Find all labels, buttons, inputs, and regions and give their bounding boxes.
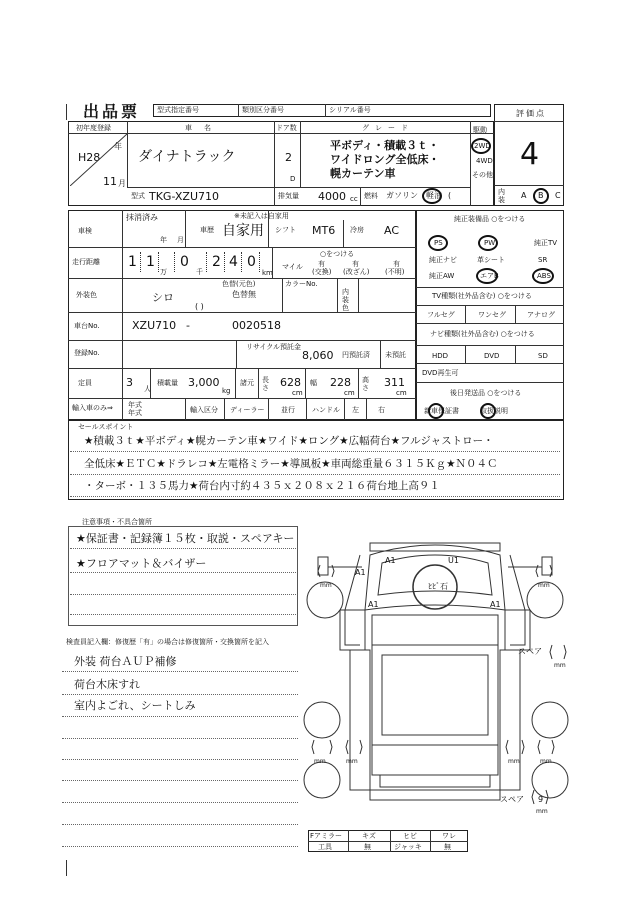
- docs-manual-circle: [480, 403, 496, 419]
- docs-title: 後日発送品 ○をつける: [450, 389, 522, 397]
- score-value: 4: [520, 137, 540, 172]
- mileage-km: km: [262, 269, 273, 277]
- serial-no-label: シリアル番号: [329, 106, 371, 114]
- fuel-paren: (: [448, 191, 452, 200]
- notes-label: 注意事項・不具合箇所: [82, 518, 152, 526]
- length-unit: cm: [292, 389, 303, 397]
- chassis-number: 0020518: [232, 319, 281, 332]
- tv-type-title: TV種類(社外品含む) ○をつける: [432, 292, 532, 300]
- equip-airbag: エアB: [480, 272, 499, 280]
- legend-crack: ヒビ: [403, 832, 417, 840]
- height-label: 高さ: [362, 376, 369, 392]
- ac-value: AC: [384, 224, 400, 237]
- import-model-year2: 年式: [128, 409, 142, 417]
- first-reg-month: 11: [103, 175, 117, 188]
- nav-sd: SD: [538, 352, 548, 360]
- legend-mirror: Fアミラー: [310, 832, 343, 840]
- inspector-line-2: 荷台木床すれ: [74, 678, 140, 691]
- import-label: 輸入車のみ⇒: [72, 404, 113, 412]
- docs-warranty: 新車保証書: [424, 407, 459, 415]
- inspector-label: 検査員記入欄：修復歴「有」の場合は修復箇所・交換箇所を記入: [66, 638, 269, 646]
- car-name-label: 車名: [185, 124, 223, 132]
- doors-label: ドア数: [276, 124, 297, 132]
- tire-mm-rl1: mm: [314, 758, 326, 765]
- tire-mm-fr: mm: [538, 582, 550, 589]
- notes-line-1: ★保証書・記録簿１５枚・取説・スペアキー: [76, 532, 295, 545]
- width-unit: cm: [344, 389, 355, 397]
- nav-dvd: DVD: [484, 352, 500, 360]
- recycle-unit: 円預託済: [342, 351, 370, 359]
- inspection-year: 年: [160, 236, 167, 244]
- nav-hdd: HDD: [432, 352, 449, 360]
- mileage-digit-4: 2: [212, 254, 221, 270]
- import-origin-label: 輸入区分: [190, 406, 218, 414]
- page-title: 出品票: [83, 102, 141, 121]
- inspector-line-1: 外装 荷台ＡＵＰ補修: [74, 655, 177, 668]
- damage-a1-front-left: A1: [385, 556, 396, 565]
- tire-mm-rl2: mm: [346, 758, 358, 765]
- equip-ps-circle: [428, 235, 448, 251]
- shift-label: シフト: [275, 226, 296, 234]
- equip-pw: PW: [484, 239, 496, 247]
- recycle-value: 8,060: [302, 349, 334, 362]
- class-no-label: 類別区分番号: [242, 106, 284, 114]
- tv-fullseg: フルセグ: [427, 311, 455, 319]
- registration-label: 登録No.: [74, 349, 100, 357]
- damage-a1-front: A1: [355, 568, 366, 577]
- damage-u1: U1: [448, 556, 459, 565]
- inspection-value: 抹消済み: [126, 213, 158, 222]
- mileage-digit-2: 1: [146, 254, 155, 270]
- vehicle-damage-diagram: [300, 515, 570, 845]
- color-paren: ( ): [195, 302, 204, 311]
- fuel-diesel: 軽油: [426, 191, 442, 200]
- legend-scratch: キズ: [362, 832, 376, 840]
- displacement-label: 排気量: [278, 192, 299, 200]
- import-handle: ハンドル: [312, 406, 340, 414]
- interior-b-circle: [533, 188, 549, 204]
- spare-bottom-value: 9: [538, 795, 544, 804]
- doors: 2: [285, 151, 292, 164]
- import-dealer: ディーラー: [230, 406, 265, 414]
- equip-nav: 純正ナビ: [429, 256, 457, 264]
- model-type: TKG-XZU710: [149, 190, 219, 203]
- load-label: 積載量: [157, 379, 178, 387]
- mileage-digit-6: 0: [247, 254, 256, 270]
- ac-label: 冷房: [350, 226, 364, 234]
- import-left: 左: [352, 406, 359, 414]
- mileage-sel2b: (改ざん): [343, 268, 370, 276]
- length-label: 長さ: [262, 376, 269, 392]
- equip-abs: ABS: [537, 272, 551, 280]
- import-right: 右: [378, 406, 385, 414]
- cc-unit: cc: [350, 195, 358, 203]
- drive-2wd-circle: [471, 138, 491, 154]
- sales-line-1: ★積載３ｔ★平ボディ★幌カーテン車★ワイド★ロング★広幅荷台★フルジャストロー・: [84, 435, 494, 447]
- chassis-label: 車台No.: [74, 322, 100, 330]
- mileage-label: 走行距離: [72, 258, 100, 266]
- fuel-label: 燃料: [364, 192, 378, 200]
- height-unit: cm: [396, 389, 407, 397]
- width-value: 228: [330, 376, 351, 389]
- usage-note: ※未記入は自家用: [234, 212, 289, 220]
- interior-color-label: 内装色: [342, 288, 349, 312]
- grade-line1: 平ボディ・積載３ｔ・: [330, 139, 440, 152]
- nav-dvd-player: DVD再生可: [422, 369, 459, 377]
- grade-label: グレード: [362, 124, 414, 132]
- import-parallel: 並行: [281, 406, 295, 414]
- recycle-unpaid: 未預託: [385, 351, 406, 359]
- shift-value: MT6: [312, 224, 336, 237]
- drive-2wd: 2WD: [474, 142, 491, 150]
- chassis-prefix: XZU710: [132, 319, 177, 332]
- load-value: 3,000: [188, 376, 220, 389]
- load-unit: kg: [222, 387, 231, 395]
- inspection-month: 月: [177, 236, 184, 244]
- inspector-line-3: 室内よごれ、シートしみ: [74, 699, 196, 712]
- fuel-gasoline: ガソリン: [386, 191, 418, 200]
- legend-tools: 工具: [318, 843, 332, 851]
- docs-manual: 取扱説明: [480, 407, 508, 415]
- sales-line-3: ・ターボ・１３５馬力★荷台内寸約４３５ｘ２０８ｘ２１６荷台地上高９１: [84, 480, 440, 492]
- recycle-label: リサイクル預託金: [246, 343, 302, 351]
- damage-a1-right: A1: [490, 600, 501, 609]
- docs-warranty-circle: [428, 403, 444, 419]
- spare-top-label: スペア: [518, 647, 542, 656]
- month-unit: 月: [118, 179, 126, 188]
- mileage-sel1b: (交換): [312, 268, 332, 276]
- nav-type-title: ナビ種類(社外品含む) ○をつける: [430, 330, 535, 338]
- import-model-year: 年式: [128, 401, 142, 409]
- drive-label: 駆動: [473, 126, 487, 134]
- capacity-unit: 人: [144, 385, 151, 393]
- interior-c: C: [555, 191, 561, 200]
- spare-bottom-label: スペア: [500, 795, 524, 804]
- header-id-row: [153, 104, 491, 117]
- exterior-color-label: 外装色: [76, 291, 97, 299]
- mileage-digit-1: 1: [128, 254, 137, 270]
- mileage-sel1: 有: [318, 260, 325, 268]
- grade-line2: ワイドロング全低床・: [330, 153, 440, 166]
- model-no-label: 型式指定番号: [157, 106, 199, 114]
- sales-points-label: セールスポイント: [78, 423, 134, 431]
- tire-mm-rr1: mm: [508, 758, 520, 765]
- equip-sr: SR: [538, 256, 548, 264]
- color-change-label: 色替(元色): [222, 280, 256, 288]
- equip-pw-circle: [478, 235, 498, 251]
- legend-jack-value: 無: [444, 843, 451, 851]
- mileage-sel3b: (不明): [385, 268, 405, 276]
- equip-airbag-circle: [476, 268, 498, 284]
- doors-d: D: [290, 175, 296, 183]
- equip-ps: PS: [434, 239, 443, 247]
- damage-a1-side: A1: [368, 600, 379, 609]
- mileage-mile: マイル: [282, 263, 303, 271]
- usage-label: 車歴: [200, 226, 214, 234]
- first-reg-year: H28: [78, 151, 101, 164]
- exterior-color: シロ: [152, 291, 174, 304]
- inspection-label: 車検: [78, 227, 92, 235]
- first-reg-label: 初年度登録: [76, 124, 111, 132]
- interior-b: B: [538, 191, 544, 200]
- dim-label: 諸元: [240, 379, 254, 387]
- capacity-label: 定員: [78, 379, 92, 387]
- color-change: 色替無: [232, 290, 256, 299]
- usage-value: 自家用: [222, 223, 264, 239]
- length-value: 628: [280, 376, 301, 389]
- fuel-diesel-circle: [422, 188, 442, 204]
- type-label: 型式: [131, 192, 145, 200]
- mileage-digit-5: 4: [229, 254, 238, 270]
- interior-label: 内装: [498, 188, 505, 204]
- damage-hibi: ﾋﾋﾞ石: [428, 582, 448, 591]
- car-name: ダイナトラック: [138, 149, 236, 165]
- legend-tools-value: 無: [364, 843, 371, 851]
- drive-other: その他: [472, 171, 493, 179]
- interior-a: A: [521, 191, 527, 200]
- tire-mm-fl: mm: [320, 582, 332, 589]
- mileage-digit-3: 0: [180, 254, 189, 270]
- width-label: 幅: [310, 379, 317, 387]
- equip-aw: 純正AW: [429, 272, 455, 280]
- color-no-label: カラーNo.: [285, 280, 318, 288]
- tv-oneseg: ワンセグ: [478, 311, 506, 319]
- sales-line-2: 全低床★ＥＴＣ★ドラレコ★左電格ミラー★導風板★車両総重量６３１５Ｋｇ★Ｎ０４Ｃ: [84, 458, 498, 470]
- drive-4wd: 4WD: [476, 157, 493, 165]
- displacement: 4000: [318, 190, 346, 203]
- mileage-circle-note: ○をつける: [320, 250, 355, 258]
- spare-bottom-mm: mm: [536, 808, 548, 815]
- mileage-sel3: 有: [393, 260, 400, 268]
- year-unit: 年: [114, 142, 122, 151]
- notes-line-2: ★フロアマット＆バイザー: [76, 557, 207, 570]
- mileage-sel2: 有: [352, 260, 359, 268]
- grade-line3: 幌カーテン車: [330, 167, 396, 180]
- legend-chip: ワレ: [442, 832, 456, 840]
- height-value: 311: [384, 376, 405, 389]
- tv-analog: アナログ: [527, 311, 555, 319]
- tire-mm-rr2: mm: [540, 758, 552, 765]
- mileage-sen: 千: [196, 268, 203, 276]
- legend-jack: ジャッキ: [394, 843, 422, 851]
- equip-abs-circle: [532, 268, 554, 284]
- score-label: 評価点: [516, 109, 546, 118]
- spare-top-mm: mm: [554, 662, 566, 669]
- equip-tv: 純正TV: [534, 239, 558, 247]
- equip-leather: 革シート: [477, 256, 505, 264]
- mileage-man: 万: [160, 268, 167, 276]
- equipment-title: 純正装備品 ○をつける: [454, 215, 526, 223]
- chassis-dash: -: [186, 319, 190, 332]
- capacity-value: 3: [126, 376, 133, 389]
